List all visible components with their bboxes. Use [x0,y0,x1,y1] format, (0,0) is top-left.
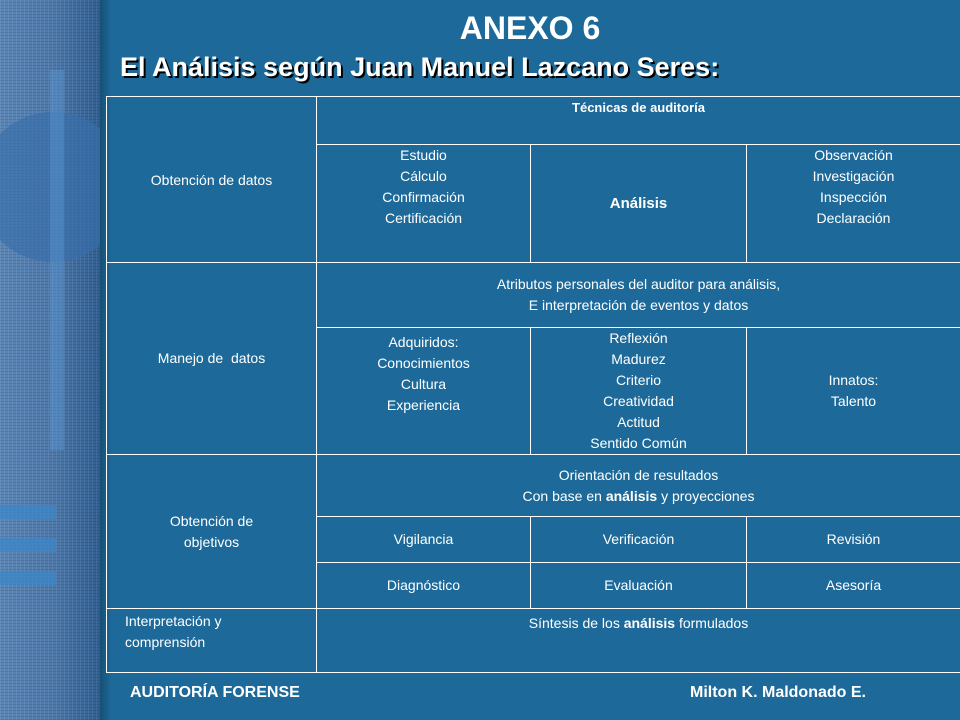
cell-asesoria: Asesoría [747,563,960,609]
cell-cualidades [531,328,747,455]
list-item: Estudio [400,147,447,163]
list-item: Talento [830,393,877,409]
list-item: Certificación [384,210,463,226]
sintesis-text-part: Síntesis de los [528,615,624,631]
header-atributos-personales [317,263,960,328]
list-item: Reflexión [609,330,668,346]
table-row [107,455,960,517]
cell-sintesis [317,609,960,673]
sintesis-text-bold: análisis [623,615,676,631]
list-item: Sentido Común [590,435,687,451]
list-item: Creatividad [603,393,674,409]
row-label-text: Obtención de datos [150,172,273,188]
row-label-manejo-datos [107,263,317,455]
row-label-text: objetivos [183,533,240,550]
header-text: E interpretación de eventos y datos [528,297,749,313]
cell-revision: Revisión [747,517,960,563]
analisis-label: Análisis [609,195,668,212]
slide-title: ANEXO 6 [459,10,601,46]
footer-author: Milton K. Maldonado E. [690,684,866,701]
decorative-side-panel [0,0,100,720]
cell-tecnicas-left [317,145,531,263]
row-label-text: Obtención de [169,512,254,529]
row-label-obtencion-datos [107,97,317,263]
decorative-bar [50,70,64,450]
cell-diagnostico: Diagnóstico [317,563,531,609]
analysis-table [106,96,960,673]
list-item: Declaración [816,210,891,226]
slide-subtitle: El Análisis según Juan Manuel Lazcano Seres: [120,52,720,82]
list-item: Inspección [820,189,887,205]
header-orientacion-resultados [317,455,960,517]
cell-adquiridos [317,328,531,455]
decorative-stripe [0,505,56,519]
table-row [107,97,960,145]
cell-tecnicas-right [747,145,960,263]
decorative-stripe [0,571,56,585]
list-item: Innatos: [828,372,879,388]
list-item: Madurez [611,351,666,367]
list-item: Adquiridos: [388,334,459,350]
list-item: Conocimientos [377,355,470,371]
row-label-obtencion-objetivos [107,455,317,609]
list-item: Confirmación [382,189,465,205]
header-text [321,486,956,507]
list-item: Observación [814,147,893,163]
header-text-part: Con base en [522,487,606,504]
cell-evaluacion: Evaluación [531,563,747,609]
list-item: Actitud [617,414,660,430]
decorative-stripe [0,538,56,552]
list-item: Cálculo [400,168,447,184]
footer-course: AUDITORÍA FORENSE [130,684,300,701]
cell-innatos [747,328,960,455]
header-text-bold: análisis [605,487,658,504]
list-item: Cultura [400,376,447,392]
row-label-text: Manejo de datos [157,350,266,366]
list-item: Criterio [615,372,662,388]
sintesis-text-part: formulados [675,615,749,631]
cell-verificacion: Verificación [531,517,747,563]
row-label-text: comprensión [125,634,206,650]
header-text: Orientación de resultados [558,466,719,483]
cell-vigilancia: Vigilancia [317,517,531,563]
row-label-interpretacion [107,609,317,673]
cell-analisis [531,145,747,263]
header-text-part: y proyecciones [657,487,755,504]
table-row [107,263,960,328]
row-label-text: Interpretación y [125,613,222,629]
header-text: Atributos personales del auditor para análisis, [496,276,781,292]
header-tecnicas-auditoria [317,97,960,145]
list-item: Experiencia [386,397,461,413]
header-text: Técnicas de auditoría [572,100,705,115]
table-row [107,609,960,673]
list-item: Investigación [812,168,895,184]
